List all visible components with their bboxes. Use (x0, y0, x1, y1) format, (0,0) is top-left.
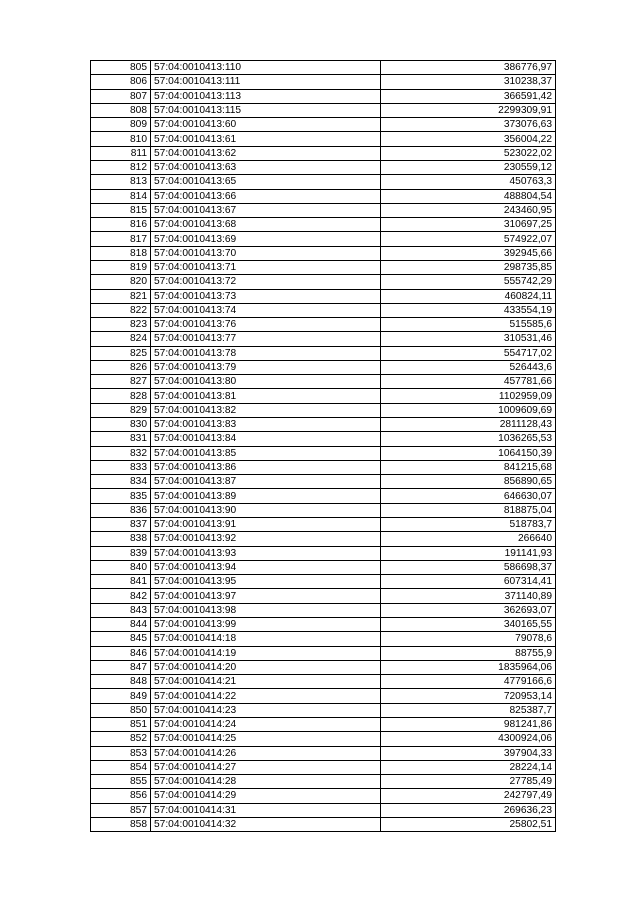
cadastral-number-cell: 57:04:0010413:73 (151, 289, 381, 303)
cadastral-value-cell: 818875,04 (381, 503, 556, 517)
row-number-cell: 817 (91, 232, 151, 246)
row-number-cell: 806 (91, 75, 151, 89)
cadastral-number-cell: 57:04:0010414:27 (151, 760, 381, 774)
cadastral-number-cell: 57:04:0010413:69 (151, 232, 381, 246)
row-number-cell: 848 (91, 675, 151, 689)
table-row (91, 160, 556, 174)
row-number-cell: 823 (91, 318, 151, 332)
table-row (91, 260, 556, 274)
table-row (91, 446, 556, 460)
table-row (91, 732, 556, 746)
cadastral-number-cell: 57:04:0010413:82 (151, 403, 381, 417)
row-number-cell: 818 (91, 246, 151, 260)
cadastral-number-cell: 57:04:0010413:67 (151, 203, 381, 217)
row-number-cell: 805 (91, 61, 151, 75)
table-row (91, 146, 556, 160)
cadastral-number-cell: 57:04:0010413:74 (151, 303, 381, 317)
table-row (91, 817, 556, 831)
cadastral-value-cell: 554717,02 (381, 346, 556, 360)
cadastral-value-cell: 586698,37 (381, 560, 556, 574)
cadastral-value-cell: 1064150,39 (381, 446, 556, 460)
cadastral-value-cell: 371140,89 (381, 589, 556, 603)
row-number-cell: 836 (91, 503, 151, 517)
table-row (91, 589, 556, 603)
cadastral-number-cell: 57:04:0010413:95 (151, 575, 381, 589)
cadastral-value-cell: 515585,6 (381, 318, 556, 332)
cadastral-number-cell: 57:04:0010414:31 (151, 803, 381, 817)
row-number-cell: 828 (91, 389, 151, 403)
cadastral-value-cell: 1009609,69 (381, 403, 556, 417)
cadastral-number-cell: 57:04:0010414:23 (151, 703, 381, 717)
table-row (91, 617, 556, 631)
table-row (91, 375, 556, 389)
cadastral-value-cell: 523022,02 (381, 146, 556, 160)
row-number-cell: 853 (91, 746, 151, 760)
cadastral-value-cell: 555742,29 (381, 275, 556, 289)
row-number-cell: 827 (91, 375, 151, 389)
cadastral-value-cell: 362693,07 (381, 603, 556, 617)
cadastral-value-cell: 392945,66 (381, 246, 556, 260)
table-row (91, 218, 556, 232)
row-number-cell: 824 (91, 332, 151, 346)
cadastral-number-cell: 57:04:0010413:99 (151, 617, 381, 631)
cadastral-value-cell: 373076,63 (381, 118, 556, 132)
cadastral-value-cell: 88755,9 (381, 646, 556, 660)
row-number-cell: 838 (91, 532, 151, 546)
cadastral-number-cell: 57:04:0010413:115 (151, 103, 381, 117)
cadastral-number-cell: 57:04:0010413:91 (151, 518, 381, 532)
row-number-cell: 858 (91, 817, 151, 831)
row-number-cell: 809 (91, 118, 151, 132)
table-row (91, 803, 556, 817)
table-row (91, 632, 556, 646)
cadastral-number-cell: 57:04:0010413:93 (151, 546, 381, 560)
row-number-cell: 833 (91, 460, 151, 474)
cadastral-number-cell: 57:04:0010414:24 (151, 717, 381, 731)
table-row (91, 89, 556, 103)
cadastral-value-cell: 269636,23 (381, 803, 556, 817)
cadastral-value-cell: 4779166,6 (381, 675, 556, 689)
row-number-cell: 822 (91, 303, 151, 317)
row-number-cell: 812 (91, 160, 151, 174)
cadastral-number-cell: 57:04:0010413:60 (151, 118, 381, 132)
cadastral-value-cell: 646630,07 (381, 489, 556, 503)
cadastral-number-cell: 57:04:0010413:62 (151, 146, 381, 160)
cadastral-number-cell: 57:04:0010413:78 (151, 346, 381, 360)
table-row (91, 560, 556, 574)
row-number-cell: 843 (91, 603, 151, 617)
table-row (91, 246, 556, 260)
cadastral-number-cell: 57:04:0010413:110 (151, 61, 381, 75)
table-row (91, 689, 556, 703)
cadastral-value-cell: 2811128,43 (381, 418, 556, 432)
row-number-cell: 826 (91, 360, 151, 374)
cadastral-value-cell: 243460,95 (381, 203, 556, 217)
table-row (91, 389, 556, 403)
cadastral-number-cell: 57:04:0010413:65 (151, 175, 381, 189)
cadastral-number-cell: 57:04:0010414:20 (151, 660, 381, 674)
row-number-cell: 821 (91, 289, 151, 303)
cadastral-number-cell: 57:04:0010413:94 (151, 560, 381, 574)
cadastral-value-cell: 488804,54 (381, 189, 556, 203)
cadastral-value-cell: 526443,6 (381, 360, 556, 374)
cadastral-value-cell: 25802,51 (381, 817, 556, 831)
cadastral-value-cell: 242797,49 (381, 789, 556, 803)
cadastral-value-cell: 450763,3 (381, 175, 556, 189)
cadastral-number-cell: 57:04:0010413:81 (151, 389, 381, 403)
row-number-cell: 856 (91, 789, 151, 803)
cadastral-number-cell: 57:04:0010414:26 (151, 746, 381, 760)
table-row (91, 603, 556, 617)
cadastral-value-cell: 386776,97 (381, 61, 556, 75)
table-row (91, 318, 556, 332)
cadastral-number-cell: 57:04:0010413:92 (151, 532, 381, 546)
cadastral-value-cell: 518783,7 (381, 518, 556, 532)
row-number-cell: 832 (91, 446, 151, 460)
cadastral-value-cell: 1036265,53 (381, 432, 556, 446)
table-row (91, 646, 556, 660)
cadastral-number-cell: 57:04:0010413:68 (151, 218, 381, 232)
table-row (91, 503, 556, 517)
cadastral-number-cell: 57:04:0010413:90 (151, 503, 381, 517)
cadastral-value-cell: 366591,42 (381, 89, 556, 103)
cadastral-number-cell: 57:04:0010413:111 (151, 75, 381, 89)
cadastral-value-cell: 397904,33 (381, 746, 556, 760)
cadastral-number-cell: 57:04:0010413:97 (151, 589, 381, 603)
table-row (91, 289, 556, 303)
cadastral-number-cell: 57:04:0010413:61 (151, 132, 381, 146)
cadastral-value-cell: 4300924,06 (381, 732, 556, 746)
row-number-cell: 834 (91, 475, 151, 489)
cadastral-number-cell: 57:04:0010413:113 (151, 89, 381, 103)
table-row (91, 189, 556, 203)
row-number-cell: 849 (91, 689, 151, 703)
row-number-cell: 846 (91, 646, 151, 660)
row-number-cell: 841 (91, 575, 151, 589)
table-row (91, 660, 556, 674)
row-number-cell: 814 (91, 189, 151, 203)
cadastral-value-table (90, 60, 556, 832)
table-row (91, 575, 556, 589)
table-row (91, 403, 556, 417)
cadastral-number-cell: 57:04:0010414:28 (151, 775, 381, 789)
table-row (91, 275, 556, 289)
cadastral-number-cell: 57:04:0010413:86 (151, 460, 381, 474)
cadastral-value-cell: 607314,41 (381, 575, 556, 589)
cadastral-value-cell: 825387,7 (381, 703, 556, 717)
cadastral-value-cell: 457781,66 (381, 375, 556, 389)
cadastral-number-cell: 57:04:0010413:89 (151, 489, 381, 503)
row-number-cell: 807 (91, 89, 151, 103)
row-number-cell: 819 (91, 260, 151, 274)
table-row (91, 75, 556, 89)
cadastral-number-cell: 57:04:0010414:22 (151, 689, 381, 703)
cadastral-value-cell: 2299309,91 (381, 103, 556, 117)
cadastral-number-cell: 57:04:0010414:18 (151, 632, 381, 646)
row-number-cell: 857 (91, 803, 151, 817)
cadastral-number-cell: 57:04:0010414:29 (151, 789, 381, 803)
cadastral-number-cell: 57:04:0010414:25 (151, 732, 381, 746)
row-number-cell: 850 (91, 703, 151, 717)
cadastral-value-cell: 1835964,06 (381, 660, 556, 674)
table-row (91, 346, 556, 360)
row-number-cell: 840 (91, 560, 151, 574)
table-row (91, 703, 556, 717)
table-row (91, 460, 556, 474)
cadastral-number-cell: 57:04:0010413:84 (151, 432, 381, 446)
row-number-cell: 837 (91, 518, 151, 532)
cadastral-value-cell: 856890,65 (381, 475, 556, 489)
table-row (91, 203, 556, 217)
cadastral-number-cell: 57:04:0010413:71 (151, 260, 381, 274)
cadastral-number-cell: 57:04:0010413:70 (151, 246, 381, 260)
cadastral-number-cell: 57:04:0010413:80 (151, 375, 381, 389)
table-row (91, 489, 556, 503)
row-number-cell: 835 (91, 489, 151, 503)
row-number-cell: 844 (91, 617, 151, 631)
row-number-cell: 839 (91, 546, 151, 560)
table-row (91, 746, 556, 760)
row-number-cell: 851 (91, 717, 151, 731)
table-row (91, 675, 556, 689)
table-row (91, 132, 556, 146)
table-row (91, 418, 556, 432)
cadastral-value-cell: 266640 (381, 532, 556, 546)
cadastral-value-cell: 27785,49 (381, 775, 556, 789)
cadastral-value-cell: 574922,07 (381, 232, 556, 246)
row-number-cell: 829 (91, 403, 151, 417)
cadastral-value-cell: 230559,12 (381, 160, 556, 174)
cadastral-number-cell: 57:04:0010414:32 (151, 817, 381, 831)
row-number-cell: 820 (91, 275, 151, 289)
cadastral-value-cell: 310697,25 (381, 218, 556, 232)
row-number-cell: 847 (91, 660, 151, 674)
table-row (91, 332, 556, 346)
cadastral-value-cell: 356004,22 (381, 132, 556, 146)
row-number-cell: 854 (91, 760, 151, 774)
table-row (91, 103, 556, 117)
cadastral-number-cell: 57:04:0010413:76 (151, 318, 381, 332)
table-row (91, 61, 556, 75)
row-number-cell: 855 (91, 775, 151, 789)
cadastral-number-cell: 57:04:0010413:85 (151, 446, 381, 460)
table-row (91, 760, 556, 774)
table-row (91, 518, 556, 532)
row-number-cell: 842 (91, 589, 151, 603)
table-row (91, 232, 556, 246)
table-row (91, 546, 556, 560)
cadastral-number-cell: 57:04:0010413:77 (151, 332, 381, 346)
row-number-cell: 830 (91, 418, 151, 432)
row-number-cell: 845 (91, 632, 151, 646)
cadastral-value-cell: 79078,6 (381, 632, 556, 646)
table-body (91, 61, 556, 832)
cadastral-value-cell: 298735,85 (381, 260, 556, 274)
cadastral-number-cell: 57:04:0010413:87 (151, 475, 381, 489)
cadastral-number-cell: 57:04:0010413:98 (151, 603, 381, 617)
row-number-cell: 813 (91, 175, 151, 189)
cadastral-value-cell: 981241,86 (381, 717, 556, 731)
cadastral-number-cell: 57:04:0010413:83 (151, 418, 381, 432)
table-row (91, 432, 556, 446)
row-number-cell: 831 (91, 432, 151, 446)
table-row (91, 789, 556, 803)
cadastral-value-cell: 191141,93 (381, 546, 556, 560)
row-number-cell: 808 (91, 103, 151, 117)
table-row (91, 303, 556, 317)
cadastral-number-cell: 57:04:0010413:66 (151, 189, 381, 203)
cadastral-number-cell: 57:04:0010414:21 (151, 675, 381, 689)
cadastral-value-cell: 720953,14 (381, 689, 556, 703)
row-number-cell: 852 (91, 732, 151, 746)
table-row (91, 360, 556, 374)
cadastral-value-cell: 28224,14 (381, 760, 556, 774)
row-number-cell: 815 (91, 203, 151, 217)
cadastral-value-cell: 340165,55 (381, 617, 556, 631)
table-row (91, 175, 556, 189)
cadastral-number-cell: 57:04:0010413:72 (151, 275, 381, 289)
table-row (91, 717, 556, 731)
row-number-cell: 810 (91, 132, 151, 146)
cadastral-value-cell: 310238,37 (381, 75, 556, 89)
cadastral-value-cell: 460824,11 (381, 289, 556, 303)
table-row (91, 775, 556, 789)
row-number-cell: 825 (91, 346, 151, 360)
table-row (91, 475, 556, 489)
row-number-cell: 816 (91, 218, 151, 232)
cadastral-value-cell: 310531,46 (381, 332, 556, 346)
cadastral-number-cell: 57:04:0010413:63 (151, 160, 381, 174)
table-row (91, 118, 556, 132)
cadastral-value-cell: 1102959,09 (381, 389, 556, 403)
cadastral-number-cell: 57:04:0010413:79 (151, 360, 381, 374)
cadastral-value-cell: 433554,19 (381, 303, 556, 317)
table-row (91, 532, 556, 546)
cadastral-value-cell: 841215,68 (381, 460, 556, 474)
row-number-cell: 811 (91, 146, 151, 160)
cadastral-number-cell: 57:04:0010414:19 (151, 646, 381, 660)
